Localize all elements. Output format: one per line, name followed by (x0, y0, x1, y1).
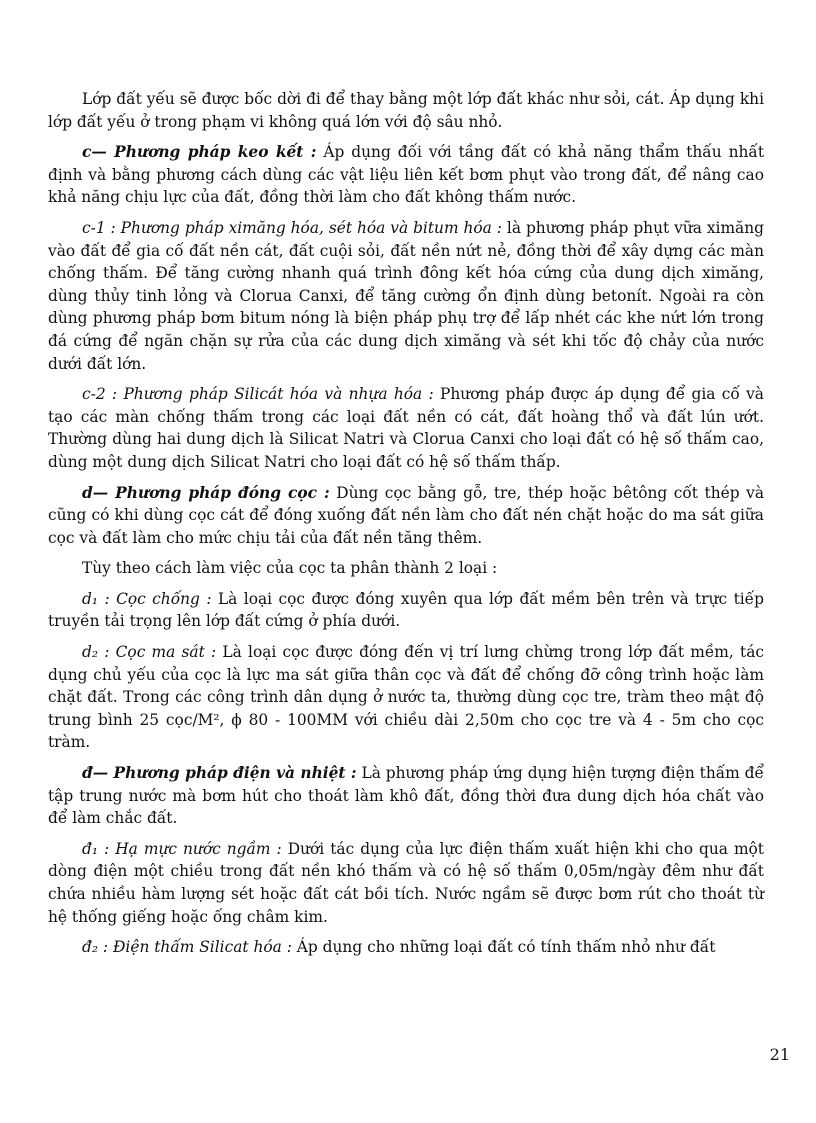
section-heading: d— Phương pháp đóng cọc : (82, 483, 330, 502)
subsection-heading: c-2 : Phương pháp Silicát hóa và nhựa hóa : (82, 385, 434, 404)
paragraph-c (48, 141, 764, 209)
page-body (48, 88, 764, 967)
paragraph-intro (48, 88, 764, 133)
paragraph-text: Là phương pháp ứng dụng hiện tượng điện thấm để tập trung nước mà bơm hút cho thoát làm khô đất, đồng thời đưa dung dịch hóa chất vào để làm chắc đất. (48, 764, 764, 828)
subsection-heading: d₁ : Cọc chống : (82, 589, 212, 608)
section-heading: c— Phương pháp keo kết : (82, 143, 317, 162)
paragraph-text: Là loại cọc được đóng xuyên qua lớp đất mềm bên trên và trực tiếp truyền tải trọng lên lớp đất cứng ở phía dưới. (48, 589, 764, 631)
paragraph-text: Phương pháp được áp dụng để gia cố và tạo các màn chống thấm trong các loại đất nền có cát, đất hoàng thổ và đất lún ướt. Thường dùng hai dung dịch là Silicat Natri và Clorua Canxi cho loại đất có hệ số thấm cao, dùng một dung dịch Silicat Natri cho loại đất có hệ số thấm thấp. (48, 385, 764, 471)
page-number: 21 (769, 1045, 790, 1064)
subsection-heading: đ₂ : Điện thấm Silicat hóa : (82, 938, 292, 957)
paragraph-text: Áp dụng cho những loại đất có tính thấm nhỏ như đất (291, 938, 716, 957)
paragraph-classification (48, 557, 764, 580)
paragraph-c2 (48, 383, 764, 473)
section-heading: đ— Phương pháp điện và nhiệt : (82, 764, 357, 783)
paragraph-dd1 (48, 838, 764, 928)
paragraph-text: là phương pháp phụt vữa ximăng vào đất để gia cố đất nền cát, đất cuội sỏi, đất nền nứt nẻ, đồng thời để xây dựng các màn chống thấm. Để tăng cường nhanh quá trình đông kết hóa cứng của dung dịch ximăng, dùng thủy tinh lỏng và Clorua Canxi, để tăng cường ổn định dùng betonít. Ngoài ra còn dùng phương pháp bơm bitum nóng là biện pháp phụ trợ để lấp nhét các khe nứt lớn trong đá cứng để ngăn chặn sự rửa của các dung dịch ximăng và sét khi tốc độ chảy của nước dưới đất lớn. (48, 218, 764, 373)
subsection-heading: đ₁ : Hạ mực nước ngầm : (82, 839, 282, 858)
paragraph-text: Dưới tác dụng của lực điện thấm xuất hiện khi cho qua một dòng điện một chiều trong đất nền khó thấm và có hệ số thấm 0,05m/ngày đêm như đất chứa nhiều hàm lượng sét hoặc đất cát bồi tích. Nước ngầm sẽ được bơm rút cho thoát từ hệ thống giếng hoặc ống châm kim. (48, 839, 764, 926)
paragraph-c1 (48, 217, 764, 375)
paragraph-text: Tùy theo cách làm việc của cọc ta phân thành 2 loại : (82, 559, 498, 578)
paragraph-text: Dùng cọc bằng gỗ, tre, thép hoặc bêtông cốt thép và cũng có khi dùng cọc cát để đóng xuống đất nền làm cho đất nén chặt hoặc do ma sát giữa cọc và đất làm cho mức chịu tải của đất nền tăng thêm. (48, 483, 765, 547)
paragraph-text: Áp dụng đối với tầng đất có khả năng thẩm thấu nhất định và bằng phương cách dùng các vật liệu liên kết bơm phụt vào trong đất, để nâng cao khả năng chịu lực của đất, đồng thời làm cho đất không thấm nước. (48, 143, 765, 207)
paragraph-text: Là loại cọc được đóng đến vị trí lưng chừng trong lớp đất mềm, tác dụng chủ yếu của cọc là lực ma sát giữa thân cọc và đất để chống đỡ công trình hoặc làm chặt đất. Trong các công trình dân dụng ở nước ta, thường dùng cọc tre, tràm theo mật độ trung bình 25 cọc/M², ϕ 80 - 100MM với chiều dài 2,50m cho cọc tre và 4 - 5m cho cọc tràm. (48, 643, 764, 752)
paragraph-d1 (48, 588, 764, 633)
paragraph-d (48, 482, 764, 550)
subsection-heading: d₂ : Cọc ma sát : (82, 643, 217, 662)
paragraph-dd2 (48, 936, 764, 959)
paragraph-text: Lớp đất yếu sẽ được bốc dời đi để thay bằng một lớp đất khác như sỏi, cát. Áp dụng khi lớp đất yếu ở trong phạm vi không quá lớn với độ sâu nhỏ. (48, 90, 764, 131)
paragraph-dd (48, 762, 764, 830)
paragraph-d2 (48, 641, 764, 754)
subsection-heading: c-1 : Phương pháp ximăng hóa, sét hóa và bitum hóa : (82, 218, 502, 237)
